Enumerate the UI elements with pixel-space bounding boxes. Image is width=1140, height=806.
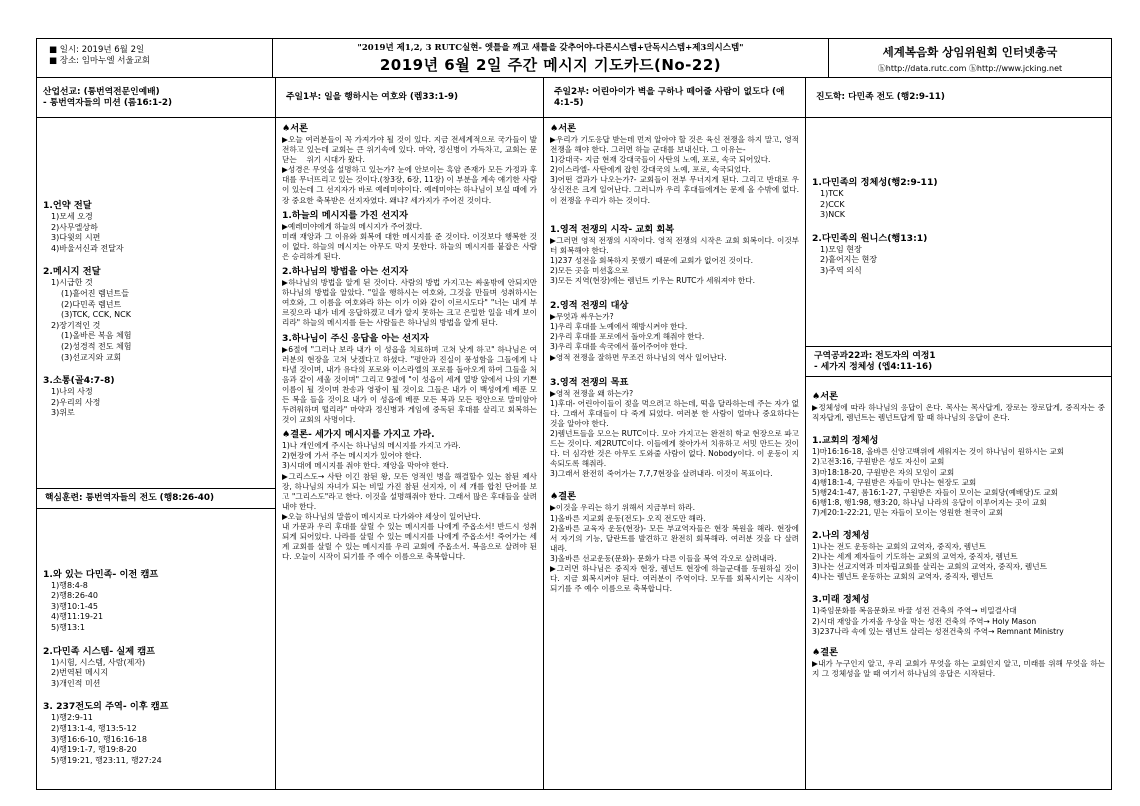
section-title: 2.다민족 시스템- 실제 캠프 [43,645,156,657]
org-name: 세계복음화 상임위원회 인터넷총국 [882,45,1058,59]
section-title: 1.언약 전달 [43,200,92,211]
list-item: 4)나는 렘넌트 운동하는 교회의 교역자, 중직자, 렘넌트 [812,572,994,582]
paragraph: ▶우리가 기도응답 받는데 먼저 알아야 할 것은 육신 전쟁을 하지 말고, 영적 전쟁을 해야 한다. 그러면 하늘 군대를 보내신다. 그 이유는- [550,135,802,155]
list-item: 3)올바른 선교운동(문화)- 문화가 다른 이들을 복역 각오로 살려내라. [550,553,777,563]
list-item: (2)성경적 전도 체험 [61,341,132,351]
column-header: 주일1부: 일을 행하시는 여호와 (렘33:1-9) [276,78,543,118]
list-item: 2)현장에 가서 주는 메시지가 있어야 한다. [282,451,422,461]
section-title: ♠서론 [812,391,838,403]
column-header-line: - 통번역자들의 미션 (롬16:1-2) [43,97,173,108]
section-title: 3. 237전도의 주역- 이후 캠프 [43,701,169,713]
column-body [806,118,1111,308]
list-item: 1)모세 오경 [51,212,93,221]
list-item: 1)행8:4-8 [51,580,88,590]
list-item: 2)렘넌트들을 모으는 RUTC이다. 모아 가지고는 완전히 학교 현장으로 파고 드는 것이다. 제2RUTC이다. 이들에게 찾아가서 치유하고 서밋 만드는 것이다. 더 심각한 것은 아무도 도와줄 사람이 없다. Nobody이다. 이 운동이 지속되도록 해줘라. [550,428,802,469]
list-item: (3)선교지와 교회 [61,352,122,362]
list-item: 3)마18:18-20, 구원받은 자의 모임이 교회 [812,467,955,477]
section-title: ♠결론 [550,491,576,503]
section-title: ♠결론- 세가지 메시지를 가지고 가라. [282,429,435,441]
list-item: 1)시험, 시스템, 사람(제자) [51,657,146,667]
section-title: 2.하나님의 방법을 아는 선지자 [282,266,408,278]
column-body [37,118,275,418]
column-industrial-mission [37,78,276,789]
list-item: 2)우리 후대를 포로에서 돌아오게 해줘야 한다. [550,332,705,342]
list-item: 2)이스라엘- 사탄에게 잡힌 강대국의 노예, 포로, 속국되었다. [550,165,751,175]
section-title: 2.영적 전쟁의 대상 [550,300,629,312]
list-item: 2)행8:26-40 [51,591,98,601]
column-body [276,118,543,562]
header [36,38,1112,78]
column-body [37,509,275,767]
column-header [37,78,275,118]
list-item: 1)행2:9-11 [51,713,93,723]
section-title: 2.나의 정체성 [812,530,870,542]
list-item: 1)237 성전을 회복하지 못했기 때문에 교회가 없어진 것이다. [550,255,753,265]
core-training-header: 핵심훈련: 통번역자들의 전도 (행8:26-40) [37,488,275,509]
paragraph: ▶내가 누구인지 알고, 우리 교회가 무엇을 하는 교회인지 알고, 미래를 위해 무엇을 하는지 그 정체성을 알 때 여기서 하나님의 응답은 시작된다. [812,658,1105,678]
list-item: 3)우리 후대를 속국에서 풀어주어야 한다. [550,342,688,352]
column-header-line: 구역공과22과: 전도자의 여정1 [814,351,936,361]
column-sunday-service-1 [276,78,544,789]
column-header: 주일2부: 어린아이가 벽을 구하나 떼어줄 사람이 없도다 (애4:1-5) [544,78,805,118]
list-item: 2)행13:1-4, 행13:5-12 [51,723,137,733]
paragraph: ▶성경은 무엇을 설명하고 있는가? 눈에 안보이는 흑암 존재가 모든 가정과 후대를 무너뜨리고 있는 것이다.(창3장, 6장, 11장) 이 부분을 계속 얘기한 사람이 있는데 그 선지자가 바로 예레미야이다. 예레미야는 하나님이 보실 때에 가장 중요한 축복받은 선지자였다. 왜냐? 세가지가 주어진 것이다. [282,165,537,205]
list-item: 2)고전3:16, 구원받은 성도 자신이 교회 [812,457,945,467]
list-item: 3)주역 의식 [820,265,862,275]
list-item: 6)행1:8, 행1:98, 행3:20, 하나님 나라의 응답이 이루어지는 곳이 교회 [812,497,1047,507]
list-item: (1)올바른 복음 체험 [61,331,132,341]
header-center [273,39,829,77]
date-text: ■ 일시: 2019년 6월 2일 [49,45,145,55]
list-item: (1)흩어진 렘넌트들 [61,288,129,298]
list-item: (3)TCK, CCK, NCK [61,310,131,320]
paragraph: ▶영적 전쟁을 왜 하는가? [550,388,634,398]
list-item: 2)시대 재앙을 가져올 우상을 막는 성전 건축의 주역→ Holy Mason [812,616,1037,626]
list-item: 4)행18:1-4, 구원받은 자들이 만나는 현장도 교회 [812,477,977,487]
list-item: 1)모임 현장 [820,244,862,254]
list-item: 1)나 개인에게 주시는 하나님의 메시지를 가지고 가라. [282,441,461,451]
paragraph: ▶오늘 하나님의 말씀이 메시지로 다가와야 세상이 일어난다. 내 가문과 우리 후대를 살릴 수 있는 메시지를 나에게 주옵소서! 반드시 성취되게 되어있다. 나라를 살릴 수 있는 메시지를 나에게 주옵소서! 죽어가는 세계 교회를 살릴 수 있는 메시지를 우리 교회에 주옵소서. 복음으로 살려야 된다. 오늘이 시작이 되기를 주 예수 이름으로 축복합니다. [282,511,537,562]
column-header-line: 산업선교: (통번역전문인예배) [43,86,160,97]
section-title: ♠결론 [812,646,838,658]
list-item: 2)올바른 교육자 운동(현장)- 모든 부교역자들은 현장 복원을 해라. 현장에서 자기의 기능, 달란트를 발견하고 완전히 회복해라. 여러분 것을 다 살려내라. [550,523,799,553]
list-item: 2)흩어지는 현장 [820,255,878,265]
place-text: ■ 장소: 임마누엘 서울교회 [49,56,151,66]
list-item: 3)행10:1-45 [51,601,98,611]
list-item: 3)어떤 결과가 나오는가?- 교회들이 전부 무너지게 된다. 그리고 반대로 우상신전은 크게 일어난다. 그러니까 우리 후대들에게는 문제 올 수밖에 없다. 이 전쟁을 우리가 하는 것이다. [550,175,802,205]
list-item: 3)나는 선교지역과 미자립교회를 살리는 교회의 교역자, 중직자, 렘넌트 [812,562,1047,572]
list-item: 1)우리 후대를 노예에서 해방시켜야 한다. [550,322,688,332]
list-item: 1)TCK [820,189,844,198]
list-item: 2)번역된 메시지 [51,668,109,678]
list-item: 3)위로 [51,408,75,418]
header-info [37,39,273,77]
section-title: 2.메시지 전달 [43,266,101,278]
paragraph: ▶그러면 영적 전쟁의 시작이다. 영적 전쟁의 시작은 교회 회복이다. 이것부터 회복해야 한다. [550,235,799,255]
list-item: 1)후대- 어린아이들이 젖을 먹으려고 하는데, 떡을 달라하는데 주는 자가 없다. 그래서 후대들이 다 죽게 되었다. 여러분 한 사람이 얼마나 중요하다는 것을 알아야 한다. [550,398,802,428]
list-item: 3)다윗의 시편 [51,233,101,243]
list-item: 3)시대에 메시지를 줘야 한다. 재앙을 막아야 한다. [282,461,449,471]
paragraph: ▶이것을 우리는 하기 위해서 지금부터 하라. [550,503,696,513]
paragraph: ▶그리스도→ 사탄 이긴 참된 왕, 모든 영적인 병을 해결할수 있는 참된 제사장, 하나님의 자녀가 되는 비밀 가진 참된 선지자, 이 세 개를 합친 단어를 보고 "그리스도"라고 한다. 이것을 설명해줘야 한다. 그래서 많은 후대들을 살려내야 한다. [282,471,537,511]
section-title: 2.다민족의 원니스(행13:1) [812,232,928,244]
list-item: (2)다민족 렘넌트 [61,299,122,309]
header-org [829,39,1111,77]
paragraph: ▶정체성에 따라 하나님의 응답이 온다. 목사는 목사답게, 장로는 장로답게, 중직자는 중직자답게, 렘넌트는 렘넌트답게 할 때 하나님의 응답이 온다. [812,403,1106,423]
list-item: 1)나는 전도 운동하는 교회의 교역자, 중직자, 렘넌트 [812,542,986,552]
section-title: 3.하나님이 주신 응답을 아는 선지자 [282,332,429,344]
section-title: 1.다민족의 정체성(행2:9-11) [812,177,938,188]
section-title: ♠서론 [550,123,576,134]
list-item: 5)행19:21, 행23:11, 행27:24 [51,755,162,765]
section-title: 1.영적 전쟁의 시작- 교회 회복 [550,223,675,235]
list-item: 1)죽임문화를 복음문화로 바꿀 성전 건축의 주역→ 비밀결사대 [812,606,1017,616]
list-item: 3)개인적 미션 [51,678,101,688]
list-item: 3)NCK [820,210,846,220]
paragraph: ▶6절에 "그러나 보라 내가 이 성읍을 치료하며 고쳐 낫게 하고" 하나님은 여러분의 현장을 고쳐 낫겠다고 하셨다. "평안과 진실이 풍성함을 그들에게 나타낼 것이며, 내가 유다의 포로와 이스라엘의 포로를 돌아오게 하여 그들을 처음과 같이 세울 것이며" 그리고 9절에 "이 성읍이 세계 열방 앞에서 나의 기쁜 이름이 될 것이며 찬송과 영광이 될 것이요 그들은 내가 이 백성에게 베푼 모든 복을 들을 것이요 내가 이 성읍에 베푼 모든 복과 모든 평안으로 말미암아 두려워하며 떨리라" 마약과 정신병과 게임에 중독된 후대를 살리고 회복하는 것이 교회의 사명이다. [282,344,540,425]
list-item: 1)나의 사정 [51,387,93,397]
list-item: 5)행13:1 [51,622,85,632]
prayer-card [36,38,1112,790]
list-item: 2)나는 세계 제자들이 기도하는 교회의 교역자, 중직자, 렘넌트 [812,552,1018,562]
list-item: 3)모든 지역(현장)에는 렘넌트 키우는 RUTC가 세워져야 한다. [550,276,755,286]
column-sunday-service-2 [544,78,806,789]
section-title: 1.와 있는 다민족- 이전 캠프 [43,568,159,580]
section-title: ♠서론 [282,123,308,134]
paragraph: ▶예레미야에게 하늘의 메시지가 주어졌다. 미래 재앙과 그 이유와 회복에 대한 메시지를 준 것이다. 이것보다 행복한 것이 없다. 하늘의 메시지는 아무도 막지 못한다. 하늘의 메시지를 붙잡은 사람은 승리하게 된다. [282,221,537,261]
paragraph: ▶그러면 하나님은 중직자 현장, 렘넌트 현장에 하늘군대를 동원하실 것이다. 지금 회복시켜야 된다. 여러분이 주역이다. 모두를 회복시키는 시작이 되기를 주 예수 이름으로 축복합니다. [550,564,802,594]
section-title: 1.교회의 정체성 [812,435,879,447]
list-item: 1)시급한 것 [51,278,93,288]
section-title: 3.영적 전쟁의 목표 [550,376,629,388]
list-item: 2)사무엘상하 [51,222,98,232]
list-item: 1)강대국- 지금 현재 강대국들이 사탄의 노예, 포로, 속국 되어있다. [550,155,771,165]
list-item: 7)계20:1-22:21, 믿는 자들이 모이는 영원한 천국이 교회 [812,507,1004,517]
list-item: 3)그래서 완전히 죽어가는 7,7,7현장을 살려내라. 이것이 목표이다. [550,469,773,479]
page-title: 2019년 6월 2일 주간 메시지 기도카드(No-22) [379,56,722,74]
column-evangelism [806,78,1111,789]
list-item: ▶무엇과 싸우는가? [550,312,614,322]
list-item: 4)행19:1-7, 행19:8-20 [51,745,137,755]
list-item: 2)우리의 사정 [51,397,101,407]
list-item: 1)마16:16-18, 올바른 신앙고백위에 세워지는 것이 하나님이 원하시는 교회 [812,447,1065,457]
column-header-line: - 세가지 정체성 (엡4:11-16) [814,361,933,372]
list-item: 4)행11:19-21 [51,612,104,622]
cell-lesson-header [806,346,1111,377]
columns [36,78,1112,790]
list-item: 4)바울서신과 전달자 [51,243,124,253]
slogan: "2019년 제1,2, 3 RUTC실현- 엣틀을 깨고 새틀을 갖추어야-다른시스템+단독시스템+제3의시스템" [357,43,744,53]
org-urls: ⓗhttp://data.rutc.com ⓗhttp://www.jcking.net [877,64,1063,73]
list-item: 1)올바른 지교회 운동(전도)- 오직 전도만 해라. [550,513,706,523]
list-item: 2)CCK [820,199,845,209]
column-body [544,118,805,594]
list-item: 3)237나라 속에 있는 렘넌트 살리는 성전건축의 주역→ Remnant Ministry [812,626,1064,636]
column-body [806,377,1111,679]
paragraph: ▶하나님의 방법을 알게 된 것이다. 사람의 방법 가지고는 싸움밖에 안되지만 하나님의 방법을 알았다. "일을 행하시는 여호와, 그것을 만들며 성취하시는 여호와, 그 이름을 여호와라 하는 이가 이와 같이 이르시도다" "너는 내게 부르짖으라 내가 네게 응답하겠고 네가 알지 못하는 크고 은밀한 일을 네게 보이리라" 하늘의 메시지를 듣는 사람들은 하나님의 방법을 알게 된다. [282,278,540,328]
list-item: 2)모든 곳을 미션홈으로 [550,265,629,275]
list-item: 3)행16:6-10, 행16:16-18 [51,734,147,744]
paragraph: ▶오늘 여러분들이 꼭 가져가야 될 것이 있다. 지금 전세계적으로 국가들이 발전하고 있는데 교회는 큰 위기속에 있다. 마약, 정신병이 가득차고, 교회는 문 닫는 위기 시대가 왔다. [282,135,540,165]
section-title: 1.하늘의 메시지를 가진 선지자 [282,209,408,221]
column-header: 진도학: 다민족 전도 (행2:9-11) [806,78,1111,118]
list-item: ▶영적 전쟁을 잘하면 무조건 하나님의 역사 일어난다. [550,352,727,362]
section-title: 3.미래 정체성 [812,594,870,606]
list-item: 5)행24:1-47, 롬16:1-27, 구원받은 자들이 모이는 교회당(예배당)도 교회 [812,487,1058,497]
list-item: 2)장기적인 것 [51,320,101,330]
section-title: 3.소통(골4:7-8) [43,375,115,387]
